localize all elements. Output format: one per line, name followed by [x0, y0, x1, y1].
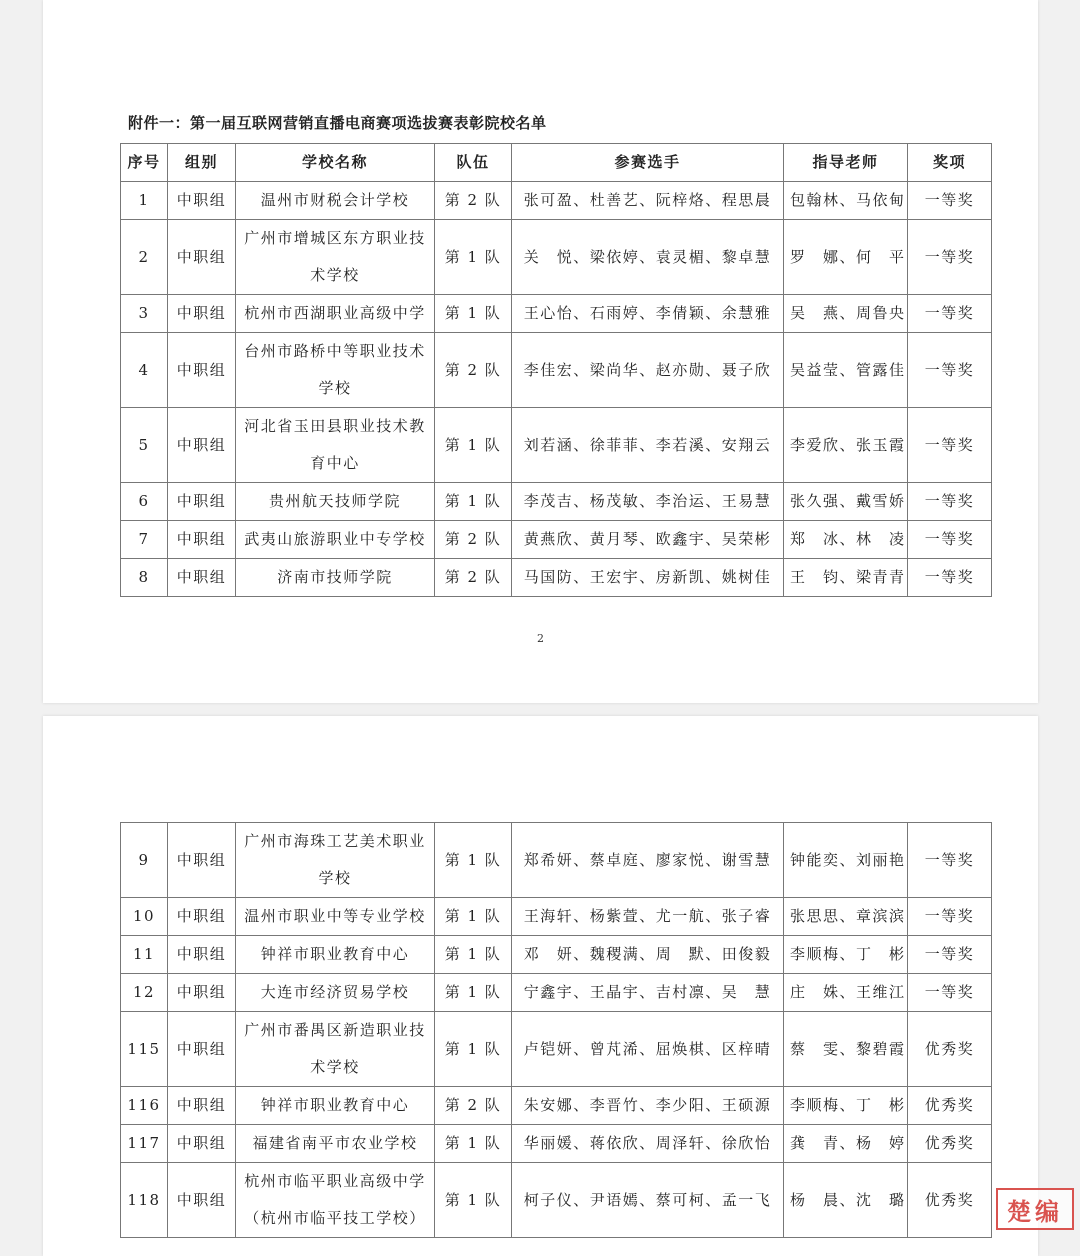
table-header-row [121, 144, 992, 182]
row-team: 第 1 队 [435, 823, 512, 898]
row-group: 中职组 [168, 1087, 236, 1125]
row-award: 一等奖 [908, 974, 992, 1012]
row-school: 台州市路桥中等职业技术学校 [236, 333, 435, 408]
row-school: 河北省玉田县职业技术教育中心 [236, 408, 435, 483]
row-school: 贵州航天技师学院 [236, 483, 435, 521]
row-school: 钟祥市职业教育中心 [236, 1087, 435, 1125]
table-row [121, 1163, 992, 1238]
document-title: 附件一：第一届互联网营销直播电商赛项选拔赛表彰院校名单 [128, 114, 547, 132]
row-group: 中职组 [168, 521, 236, 559]
row-players: 邓 妍、魏稷满、周 默、田俊毅 [512, 936, 784, 974]
row-award: 一等奖 [908, 182, 992, 220]
row-award: 优秀奖 [908, 1163, 992, 1238]
row-number: 7 [121, 521, 168, 559]
row-group: 中职组 [168, 1012, 236, 1087]
row-group: 中职组 [168, 1125, 236, 1163]
row-team: 第 2 队 [435, 182, 512, 220]
row-number: 8 [121, 559, 168, 597]
table-row [121, 333, 992, 408]
table-row [121, 1087, 992, 1125]
row-team: 第 1 队 [435, 974, 512, 1012]
row-award: 一等奖 [908, 521, 992, 559]
row-school: 济南市技师学院 [236, 559, 435, 597]
row-players: 黄燕欣、黄月琴、欧鑫宇、吴荣彬 [512, 521, 784, 559]
row-award: 一等奖 [908, 936, 992, 974]
row-players: 卢铠妍、曾芃浠、屈焕棋、区梓晴 [512, 1012, 784, 1087]
row-number: 2 [121, 220, 168, 295]
table-row [121, 182, 992, 220]
row-school: 温州市财税会计学校 [236, 182, 435, 220]
row-school: 大连市经济贸易学校 [236, 974, 435, 1012]
row-team: 第 2 队 [435, 333, 512, 408]
row-school: 福建省南平市农业学校 [236, 1125, 435, 1163]
row-group: 中职组 [168, 333, 236, 408]
row-number: 3 [121, 295, 168, 333]
row-players: 李茂吉、杨茂敏、李治运、王易慧 [512, 483, 784, 521]
table-body-page-2 [121, 823, 992, 1238]
table-row [121, 295, 992, 333]
row-team: 第 2 队 [435, 1087, 512, 1125]
row-school: 武夷山旅游职业中专学校 [236, 521, 435, 559]
row-number: 118 [121, 1163, 168, 1238]
row-teachers: 郑 冰、林 凌 [784, 521, 908, 559]
table-row [121, 823, 992, 898]
row-school: 广州市海珠工艺美术职业学校 [236, 823, 435, 898]
row-players: 华丽媛、蒋依欣、周泽轩、徐欣怡 [512, 1125, 784, 1163]
header-cell: 组别 [168, 144, 236, 182]
row-group: 中职组 [168, 898, 236, 936]
row-teachers: 吴益莹、管露佳 [784, 333, 908, 408]
row-award: 优秀奖 [908, 1087, 992, 1125]
header-cell: 参赛选手 [512, 144, 784, 182]
row-players: 王心怡、石雨婷、李倩颖、余慧雅 [512, 295, 784, 333]
header-cell: 奖项 [908, 144, 992, 182]
row-players: 李佳宏、梁尚华、赵亦勋、聂子欣 [512, 333, 784, 408]
row-number: 10 [121, 898, 168, 936]
document-page-2 [43, 716, 1038, 1256]
row-group: 中职组 [168, 295, 236, 333]
row-number: 117 [121, 1125, 168, 1163]
row-teachers: 庄 姝、王维江 [784, 974, 908, 1012]
row-award: 一等奖 [908, 220, 992, 295]
table-body-page-1 [121, 182, 992, 597]
row-teachers: 王 钧、梁青青 [784, 559, 908, 597]
header-cell: 序号 [121, 144, 168, 182]
row-players: 关 悦、梁依婷、袁灵楣、黎卓慧 [512, 220, 784, 295]
row-group: 中职组 [168, 974, 236, 1012]
row-teachers: 张思思、章滨滨 [784, 898, 908, 936]
row-teachers: 李顺梅、丁 彬 [784, 936, 908, 974]
row-number: 11 [121, 936, 168, 974]
row-award: 一等奖 [908, 295, 992, 333]
row-players: 郑希妍、蔡卓庭、廖家悦、谢雪慧 [512, 823, 784, 898]
row-teachers: 钟能奕、刘丽艳 [784, 823, 908, 898]
row-team: 第 1 队 [435, 295, 512, 333]
row-school: 广州市番禺区新造职业技术学校 [236, 1012, 435, 1087]
row-team: 第 1 队 [435, 220, 512, 295]
row-group: 中职组 [168, 823, 236, 898]
row-group: 中职组 [168, 1163, 236, 1238]
row-teachers: 龚 青、杨 婷 [784, 1125, 908, 1163]
row-number: 12 [121, 974, 168, 1012]
row-school: 钟祥市职业教育中心 [236, 936, 435, 974]
header-cell: 队伍 [435, 144, 512, 182]
row-number: 5 [121, 408, 168, 483]
row-team: 第 1 队 [435, 483, 512, 521]
row-number: 6 [121, 483, 168, 521]
table-row [121, 220, 992, 295]
row-teachers: 蔡 雯、黎碧霞 [784, 1012, 908, 1087]
row-teachers: 吴 燕、周鲁央 [784, 295, 908, 333]
table-row [121, 559, 992, 597]
row-school: 杭州市西湖职业高级中学 [236, 295, 435, 333]
row-team: 第 2 队 [435, 521, 512, 559]
row-team: 第 1 队 [435, 898, 512, 936]
row-group: 中职组 [168, 483, 236, 521]
row-teachers: 李爱欣、张玉霞 [784, 408, 908, 483]
row-school: 广州市增城区东方职业技术学校 [236, 220, 435, 295]
row-players: 朱安娜、李晋竹、李少阳、王硕源 [512, 1087, 784, 1125]
awards-table-page-1 [120, 143, 992, 597]
table-row [121, 521, 992, 559]
header-cell: 学校名称 [236, 144, 435, 182]
row-players: 马国防、王宏宇、房新凯、姚树佳 [512, 559, 784, 597]
awards-table-page-2 [120, 822, 992, 1238]
row-group: 中职组 [168, 220, 236, 295]
row-team: 第 1 队 [435, 1012, 512, 1087]
row-players: 张可盈、杜善艺、阮梓烙、程思晨 [512, 182, 784, 220]
row-team: 第 1 队 [435, 1163, 512, 1238]
row-number: 115 [121, 1012, 168, 1087]
row-award: 优秀奖 [908, 1125, 992, 1163]
table-row [121, 974, 992, 1012]
row-group: 中职组 [168, 559, 236, 597]
header-cell: 指导老师 [784, 144, 908, 182]
page-number: 2 [537, 632, 544, 645]
document-page-1 [43, 0, 1038, 703]
row-players: 刘若涵、徐菲菲、李若溪、安翔云 [512, 408, 784, 483]
row-number: 1 [121, 182, 168, 220]
row-teachers: 李顺梅、丁 彬 [784, 1087, 908, 1125]
row-award: 优秀奖 [908, 1012, 992, 1087]
row-school: 杭州市临平职业高级中学（杭州市临平技工学校） [236, 1163, 435, 1238]
table-row [121, 1012, 992, 1087]
row-award: 一等奖 [908, 408, 992, 483]
row-team: 第 1 队 [435, 1125, 512, 1163]
row-number: 4 [121, 333, 168, 408]
row-team: 第 1 队 [435, 408, 512, 483]
row-teachers: 杨 晨、沈 璐 [784, 1163, 908, 1238]
row-group: 中职组 [168, 936, 236, 974]
table-row [121, 1125, 992, 1163]
row-team: 第 2 队 [435, 559, 512, 597]
row-players: 宁鑫宇、王晶宇、吉村凛、吴 慧 [512, 974, 784, 1012]
row-number: 9 [121, 823, 168, 898]
row-school: 温州市职业中等专业学校 [236, 898, 435, 936]
row-award: 一等奖 [908, 483, 992, 521]
row-award: 一等奖 [908, 559, 992, 597]
table-row [121, 408, 992, 483]
row-team: 第 1 队 [435, 936, 512, 974]
row-award: 一等奖 [908, 333, 992, 408]
row-award: 一等奖 [908, 823, 992, 898]
watermark-stamp: 楚编 [996, 1188, 1074, 1230]
row-group: 中职组 [168, 182, 236, 220]
table-row [121, 483, 992, 521]
row-teachers: 罗 娜、何 平 [784, 220, 908, 295]
row-teachers: 张久强、戴雪娇 [784, 483, 908, 521]
row-number: 116 [121, 1087, 168, 1125]
row-players: 王海轩、杨紫萱、尤一航、张子睿 [512, 898, 784, 936]
table-row [121, 936, 992, 974]
row-award: 一等奖 [908, 898, 992, 936]
row-teachers: 包翰林、马依甸 [784, 182, 908, 220]
row-group: 中职组 [168, 408, 236, 483]
table-row [121, 898, 992, 936]
row-players: 柯子仪、尹语嫣、蔡可柯、孟一飞 [512, 1163, 784, 1238]
